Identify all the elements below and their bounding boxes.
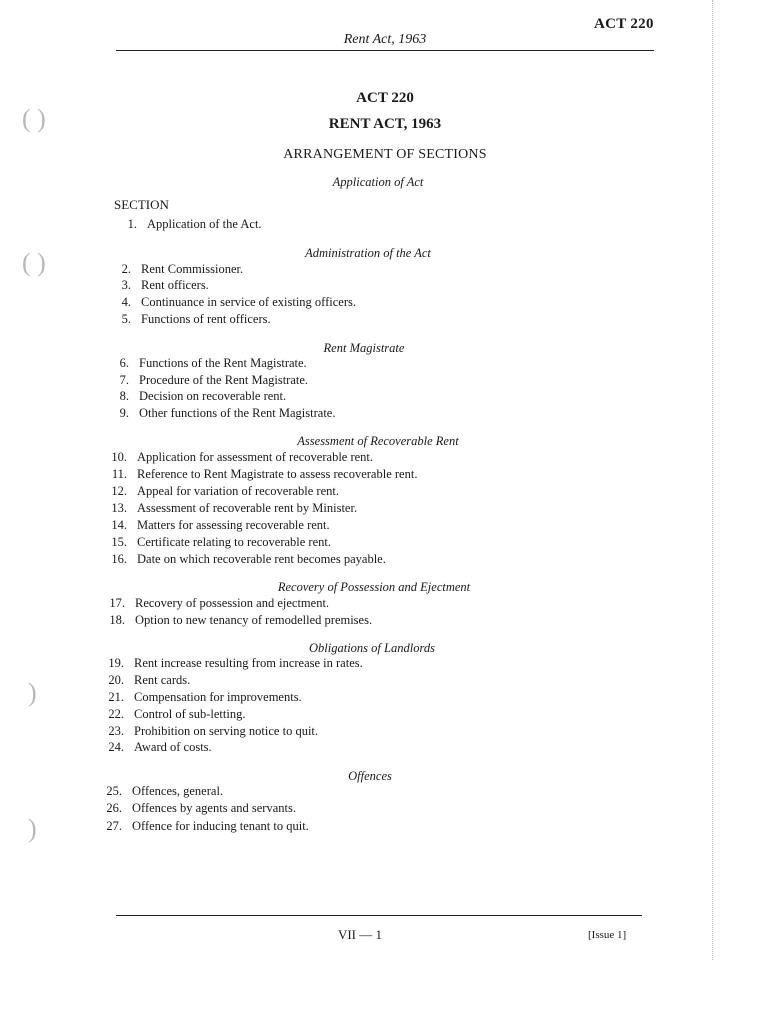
section-title: Application of the Act.: [147, 217, 262, 231]
section-column-label: SECTION: [114, 197, 169, 212]
section-number: 26.: [106, 801, 122, 815]
section-title: Control of sub-letting.: [134, 707, 246, 721]
act-title: ACT 220: [356, 90, 414, 106]
section-number: 11.: [111, 467, 127, 481]
group-heading: Rent Magistrate: [323, 341, 405, 355]
section-title: Continuance in service of existing officers.: [141, 295, 356, 309]
section-title: Date on which recoverable rent becomes payable.: [137, 552, 386, 566]
section-number: 22.: [108, 707, 124, 721]
group-heading: Offences: [348, 769, 392, 783]
section-number: 23.: [108, 724, 124, 738]
section-number: 5.: [121, 312, 131, 326]
section-title: Prohibition on serving notice to quit.: [134, 724, 319, 738]
section-title: Application for assessment of recoverable rent.: [137, 450, 374, 464]
section-number: 19.: [108, 656, 124, 670]
section-title: Matters for assessing recoverable rent.: [137, 518, 330, 532]
punch-hole-mark: ): [28, 678, 37, 707]
section-title: Rent Commissioner.: [141, 262, 244, 276]
act-name: RENT ACT, 1963: [328, 116, 442, 132]
section-title: Recovery of possession and ejectment.: [135, 596, 330, 610]
page-number: VII — 1: [337, 927, 383, 942]
section-title: Reference to Rent Magistrate to assess recoverable rent.: [137, 467, 418, 481]
page-edge: [712, 0, 713, 960]
section-number: 8.: [119, 389, 129, 403]
running-title: Rent Act, 1963: [343, 32, 427, 47]
section-number: 17.: [109, 596, 125, 610]
section-number: 10.: [111, 450, 127, 464]
group-heading: Application of Act: [332, 175, 424, 189]
group-heading: Assessment of Recoverable Rent: [297, 434, 459, 448]
section-title: Functions of rent officers.: [141, 312, 271, 326]
section-number: 25.: [106, 784, 122, 798]
section-title: Rent officers.: [141, 278, 209, 292]
section-number: 27.: [106, 819, 122, 833]
section-title: Offence for inducing tenant to quit.: [132, 819, 309, 833]
section-title: Functions of the Rent Magistrate.: [139, 356, 307, 370]
section-title: Option to new tenancy of remodelled premises.: [135, 613, 373, 627]
section-number: 21.: [108, 690, 124, 704]
group-heading: Recovery of Possession and Ejectment: [277, 580, 471, 594]
punch-hole-mark: ): [28, 814, 37, 843]
section-number: 12.: [111, 484, 127, 498]
group-heading: Administration of the Act: [305, 246, 431, 260]
section-title: Other functions of the Rent Magistrate.: [139, 406, 336, 420]
section-title: Appeal for variation of recoverable rent.: [137, 484, 339, 498]
section-number: 18.: [109, 613, 125, 627]
punch-hole-mark: ( ): [22, 104, 46, 133]
section-title: Offences by agents and servants.: [132, 801, 296, 815]
section-number: 7.: [119, 373, 129, 387]
section-number: 3.: [121, 278, 131, 292]
section-title: Decision on recoverable rent.: [139, 389, 287, 403]
section-title: Rent increase resulting from increase in rates.: [134, 656, 363, 670]
section-number: 13.: [111, 501, 127, 515]
issue-label: [Issue 1]: [588, 929, 627, 941]
act-number-corner: ACT 220: [594, 16, 654, 32]
section-number: 4.: [121, 295, 131, 309]
section-number: 6.: [119, 356, 129, 370]
section-number: 20.: [108, 673, 124, 687]
section-number: 14.: [111, 518, 127, 532]
section-title: Procedure of the Rent Magistrate.: [139, 373, 309, 387]
section-number: 24.: [108, 740, 124, 754]
section-number: 1.: [127, 217, 137, 231]
section-title: Offences, general.: [132, 784, 224, 798]
section-title: Rent cards.: [134, 673, 191, 687]
section-number: 2.: [121, 262, 131, 276]
punch-hole-mark: ( ): [22, 248, 46, 277]
header-rule: [116, 50, 654, 51]
section-number: 15.: [111, 535, 127, 549]
section-number: 16.: [111, 552, 127, 566]
section-title: Certificate relating to recoverable rent.: [137, 535, 331, 549]
section-title: Compensation for improvements.: [134, 690, 302, 704]
footer-rule: [116, 915, 642, 916]
section-title: Assessment of recoverable rent by Minister.: [137, 501, 358, 515]
section-title: Award of costs.: [134, 740, 212, 754]
section-number: 9.: [119, 406, 129, 420]
group-heading: Obligations of Landlords: [309, 641, 435, 655]
arrangement-heading: ARRANGEMENT OF SECTIONS: [283, 147, 487, 162]
